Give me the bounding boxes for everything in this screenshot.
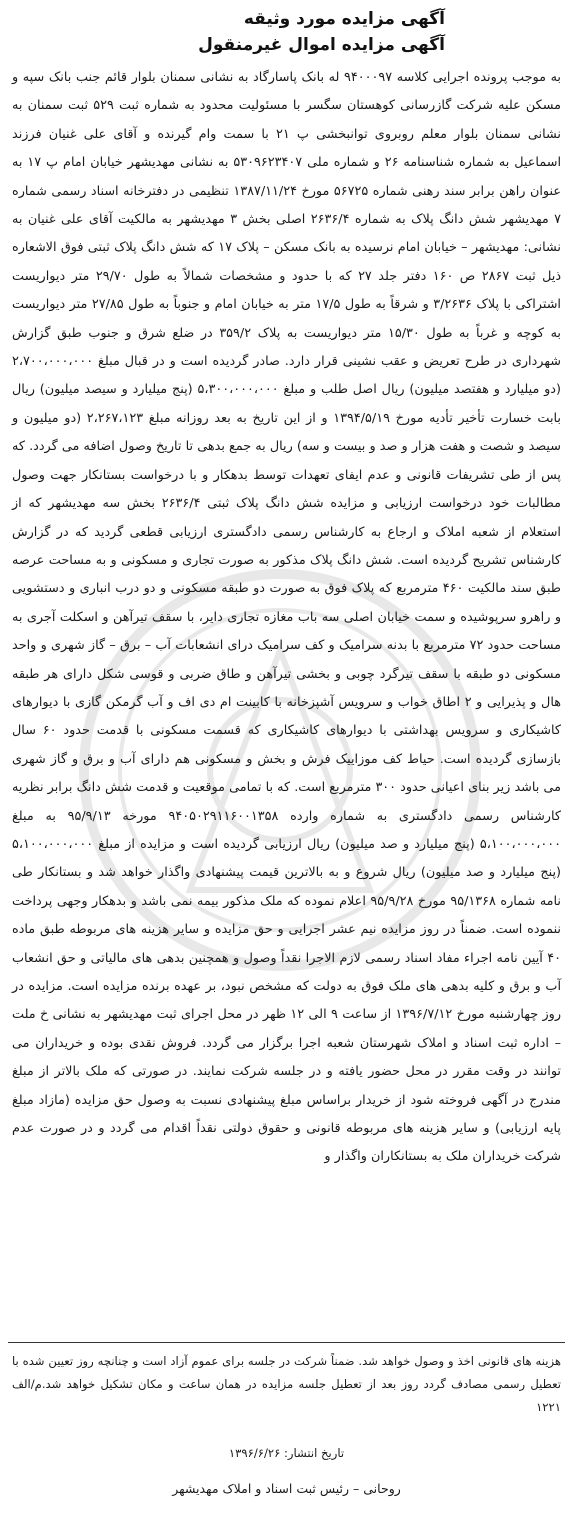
closing-notice-paragraph: هزینه های قانونی اخذ و وصول خواهد شد. ضمناً شرکت در جلسه برای عموم آزاد است و چنانچه روز تعیین شده با تعطیل رسمی مصادف گردد روز بعد از تعطیل جلسه مزایده در همان ساعت و مکان تشکیل خواهد شد.م/الف ۱۲۲۱ — [12, 1354, 561, 1414]
document-headings — [16, 6, 557, 58]
closing-notice — [12, 1350, 561, 1419]
heading-real-estate-auction: آگهی مزایده اموال غیرمنقول — [198, 35, 445, 55]
publication-date: تاریخ انتشار: ۱۳۹۶/۶/۲۶ — [228, 1446, 345, 1460]
signature: روحانی – رئیس ثبت اسناد و املاک مهدیشهر — [172, 1481, 401, 1496]
section-divider — [8, 1342, 565, 1343]
auction-body — [12, 64, 561, 1172]
auction-body-paragraph: به موجب پرونده اجرایی کلاسه ۹۴۰۰۰۹۷ له بانک پاسارگاد به نشانی سمنان بلوار قائم جنب بانک سپه و مسکن علیه شرکت گازرسانی کوهستان سگسر با مسئولیت محدود به شماره ثبت ۵۲۹ ثبت سمنان به نشانی سمنان بلوار معلم روبروی توانبخشی پ ۲۱ با سمت وام گیرنده و آقای علی غنیان فرزند اسماعیل به شماره شناسنامه ۲۶ و شماره ملی ۵۳۰۹۶۲۳۴۰۷ به نشانی مهدیشهر خیابان امام پ ۱۷ به عنوان راهن برابر سند رهنی شماره ۵۶۷۲۵ مورخ ۱۳۸۷/۱۱/۲۴ تنظیمی در دفترخانه اسناد رسمی شماره ۷ مهدیشهر شش دانگ پلاک به شماره ۲۶۳۶/۴ اصلی بخش ۳ مهدیشهر به مالکیت آقای علی غنیان به نشانی: مهدیشهر – خیابان امام نرسیده به بانک مسکن – پلاک ۱۷ که شش دانگ پلاک ثبتی فوق الاشعاره ذیل ثبت ۲۸۶۷ ص ۱۶۰ دفتر جلد ۲۷ که با حدود و مشخصات شمالاً به طول ۲۹/۷۰ متر دیواریست اشتراکی با پلاک ۳/۲۶۳۶ و شرقاً به طول ۱۷/۵ متر به خیابان امام و جنوباً به طول ۲۷/۸۵ متر دیواریست به کوچه و غرباً به طول ۱۵/۳۰ متر دیواریست به پلاک ۳۵۹/۲ در ضلع شرق و جنوب طبق گزارش شهرداری در طرح تعریض و عقب نشینی قرار دارد. صادر گردیده است و در قبال مبلغ ۲،۷۰۰،۰۰۰،۰۰۰ (دو میلیارد و هفتصد میلیون) ریال اصل طلب و مبلغ ۵،۳۰۰،۰۰۰،۰۰۰ (پنج میلیارد و سیصد میلیون) ریال بابت خسارت تأخیر تأدیه مورخ ۱۳۹۴/۵/۱۹ و از این تاریخ به بعد روزانه مبلغ ۲،۲۶۷،۱۲۳ (دو میلیون و سیصد و شصت و هفت هزار و صد و بیست و سه) ریال به جمع بدهی تا تاریخ وصول اضافه می گردد. که پس از طی تشریفات قانونی و عدم ایفای تعهدات توسط بدهکار و با درخواست بستانکار جهت وصول مطالبات خود درخواست ارزیابی و مزایده شش دانگ پلاک ثبتی ۲۶۳۶/۴ بخش سه مهدیشهر که از استعلام از شعبه املاک و ارجاع به کارشناس رسمی دادگستری ارزیابی قطعی گردید که در گزارش کارشناس تشریح گردیده است. شش دانگ پلاک مذکور به صورت تجاری و مسکونی و به مساحت عرصه طبق سند مالکیت ۴۶۰ مترمربع که پلاک فوق به صورت دو طبقه مسکونی و دو درب انباری و دستشویی و راهرو سرپوشیده و سمت خیابان اصلی سه باب مغازه تجاری دایر، با سقف تیرآهن و اسکلت آجری به مساحت حدود ۷۲ مترمربع با بدنه سرامیک و کف سرامیک درای انشعابات آب – برق – گاز شهری و واحد مسکونی دو طبقه با سقف تیرگرد چوبی و بخشی تیرآهن و طاق ضربی و قوسی شکل دارای هر طبقه هال و پذیرایی و ۲ اطاق خواب و سرویس آشپزخانه با کابینت ام دی اف و آب گرمکن گازی با دیوارهای کاشیکاری و سرویس بهداشتی با دیوارهای کاشیکاری که قسمت مسکونی با قدمت حدود ۶۰ سال بازسازی گردیده است. حیاط کف موزاییک فرش و بخش و مسکونی هم دارای آب و برق و گاز شهری می باشد زیر بنای اعیانی حدود ۳۰۰ مترمربع است. که با تمامی موقعیت و قدمت شش دانگ برابر نظریه کارشناس رسمی دادگستری به شماره وارده ۹۴۰۵۰۲۹۱۱۶۰۰۱۳۵۸ مورخه ۹۵/۹/۱۳ به مبلغ ۵،۱۰۰،۰۰۰،۰۰۰ (پنج میلیارد و صد میلیون) ریال ارزیابی گردیده است و مزایده از مبلغ ۵،۱۰۰،۰۰۰،۰۰۰ (پنج میلیارد و صد میلیون) ریال شروع و به بالاترین قیمت پیشنهادی واگذار خواهد شد و بستانکار طی نامه شماره ۹۵/۱۳۶۸ مورخ ۹۵/۹/۲۸ اعلام نموده که ملک مذکور بیمه نمی باشد و بدهکار وجهی پرداخت ننموده است. ضمناً در روز مزایده نیم عشر اجرایی و حق مزایده و سایر هزینه های مربوطه طبق ماده ۴۰ آیین نامه اجراء مفاد اسناد رسمی لازم الاجرا نقداً وصول و همچنین بدهی های مالیاتی و حق انشعاب آب و برق و کلیه بدهی های ملک فوق به دولت که مشخص نبود، بر عهده برنده مزایده است. مزایده در روز چهارشنبه مورخ ۱۳۹۶/۷/۱۲ از ساعت ۹ الی ۱۲ ظهر در محل اجرای ثبت مهدیشهر به نشانی خ ملت – اداره ثبت اسناد و املاک شهرستان شعبه اجرا برگزار می گردد. فروش نقدی بوده و خریداران می توانند در وقت مقرر در محل حضور یافته و در جلسه شرکت نمایند. در صورتی که ملک بالاتر از مبلغ مندرج در آگهی فروخته شود از خریدار براساس مبلغ پیشنهادی نسبت به وصول حق مزایده (مازاد مبلغ پایه ارزیابی) و سایر هزینه های مربوطه قانونی و حقوق دولتی نقداً اقدام می گردد و در صورت عدم شرکت خریداران ملک به بستانکاران واگذار و — [12, 70, 562, 1165]
heading-collateral-auction: آگهی مزایده مورد وثیقه — [243, 9, 445, 29]
